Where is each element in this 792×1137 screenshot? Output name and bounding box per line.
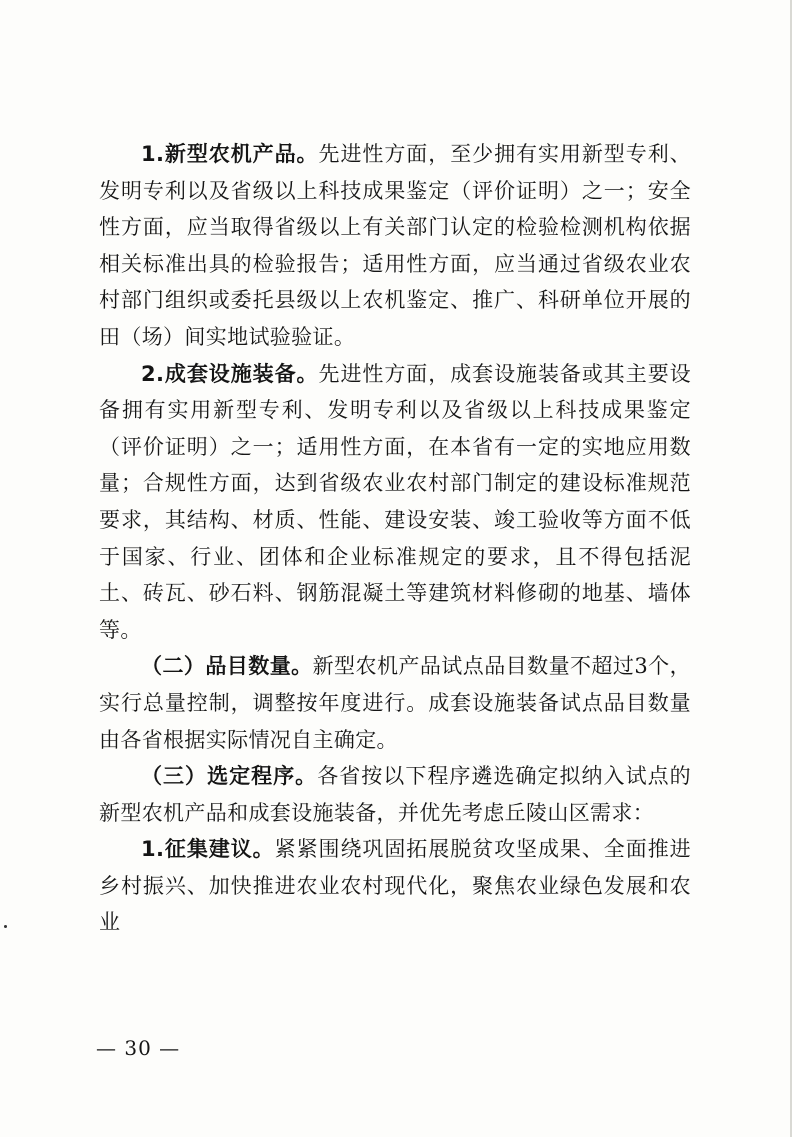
paragraph-heading: （三）选定程序。	[141, 764, 318, 789]
paragraph-collect-suggestions	[99, 831, 691, 941]
paragraph-text: 各省按以下程序遴选确定拟纳入试点的新型农机产品和成套设施装备，并优先考虑丘陵山区需求：	[99, 764, 691, 825]
scan-mark	[4, 925, 7, 928]
page-number: — 30 —	[96, 1036, 181, 1060]
paragraph-text: 先进性方面，至少拥有实用新型专利、发明专利以及省级以上科技成果鉴定（评价证明）之一；安全性方面，应当取得省级以上有关部门认定的检验检测机构依据相关标准出具的检验报告；适用性方面，应当通过省级农业农村部门组织或委托县级以上农机鉴定、推广、科研单位开展的田（场）间实地试验验证。	[99, 142, 691, 349]
document-body	[99, 136, 691, 941]
paragraph-heading: 1.新型农机产品。	[141, 142, 319, 166]
paragraph-text: 先进性方面，成套设施装备或其主要设备拥有实用新型专利、发明专利以及省级以上科技成果鉴定（评价证明）之一；适用性方面，在本省有一定的实地应用数量；合规性方面，达到省级农业农村部门制定的建设标准规范要求，其结构、材质、性能、建设安装、竣工验收等方面不低于国家、行业、团体和企业标准规定的要求，且不得包括泥土、砖瓦、砂石料、钢筋混凝土等建筑材料修砌的地基、墙体等。	[99, 361, 691, 642]
paragraph-item-quantity	[99, 648, 691, 758]
paragraph-heading: 1.征集建议。	[141, 837, 275, 862]
paragraph-text: 紧紧围绕巩固拓展脱贫攻坚成果、全面推进乡村振兴、加快推进农业农村现代化，聚焦农业绿色发展和农业	[99, 837, 691, 935]
paragraph-new-machinery	[99, 136, 691, 356]
paragraph-selection-procedure	[99, 758, 691, 831]
paragraph-heading: （二）品目数量。	[141, 654, 313, 679]
paragraph-text: 新型农机产品试点品目数量不超过3个，实行总量控制，调整按年度进行。成套设施装备试点品目数量由各省根据实际情况自主确定。	[99, 654, 691, 752]
paragraph-heading: 2.成套设施装备。	[141, 361, 319, 386]
paragraph-complete-equipment	[99, 356, 691, 649]
